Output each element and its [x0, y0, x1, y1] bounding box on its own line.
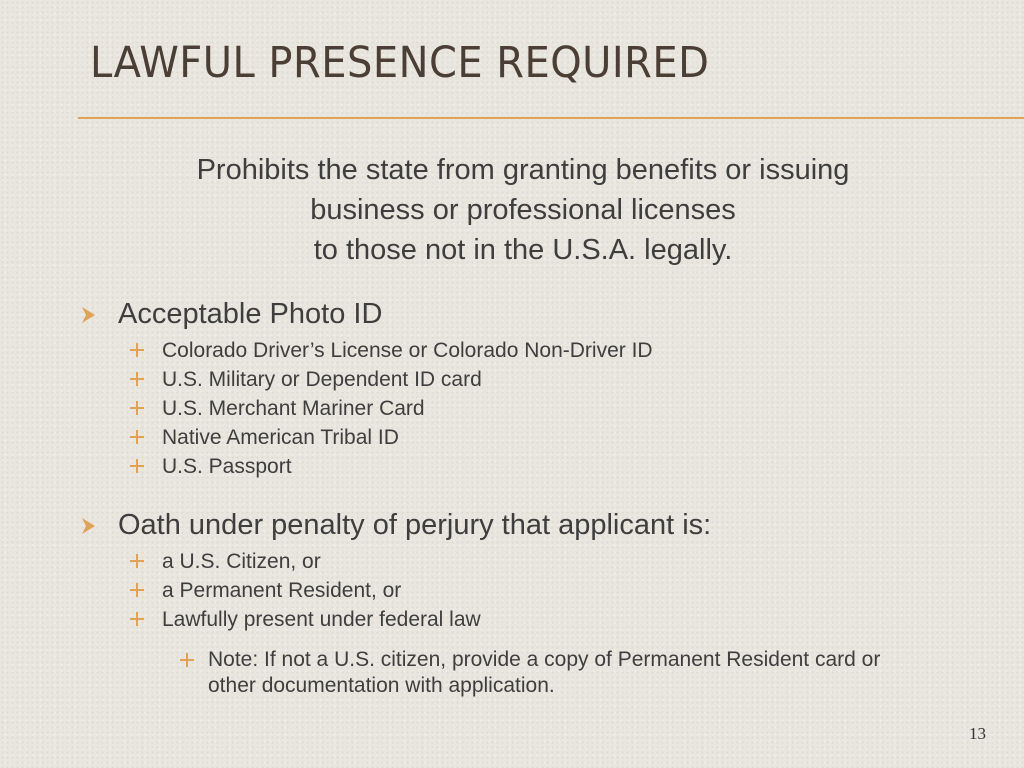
section-heading: [80, 296, 653, 332]
plus-bullet-icon: [128, 610, 146, 628]
list-item-text: U.S. Merchant Mariner Card: [162, 397, 425, 420]
plus-bullet-icon: [128, 341, 146, 359]
list-item: [128, 605, 711, 634]
list-item: [128, 423, 653, 452]
intro-text: [100, 150, 946, 270]
page-number: 13: [969, 724, 986, 743]
list-item: [128, 576, 711, 605]
plus-bullet-icon: [128, 581, 146, 599]
oath-section: [80, 507, 711, 634]
list-item: [128, 547, 711, 576]
list-item: [128, 394, 653, 423]
arrow-bullet-icon: [80, 305, 98, 325]
photo-id-section: [80, 296, 653, 481]
plus-bullet-icon: [128, 457, 146, 475]
intro-line: Prohibits the state from granting benefits or issuing: [196, 154, 850, 186]
note-item: [178, 647, 898, 699]
intro-line: business or professional licenses: [310, 194, 736, 226]
list-item-text: a U.S. Citizen, or: [162, 550, 321, 573]
plus-bullet-icon: [128, 399, 146, 417]
section-heading: [80, 507, 711, 543]
oath-list: [128, 547, 711, 634]
list-item-text: U.S. Military or Dependent ID card: [162, 368, 482, 391]
list-item-text: a Permanent Resident, or: [162, 579, 402, 602]
plus-bullet-icon: [128, 428, 146, 446]
list-item: [128, 452, 653, 481]
list-item-text: U.S. Passport: [162, 455, 292, 478]
list-item-text: Lawfully present under federal law: [162, 608, 481, 631]
list-item: [128, 336, 653, 365]
list-item-text: Native American Tribal ID: [162, 426, 399, 449]
note-text: Note: If not a U.S. citizen, provide a copy of Permanent Resident card or other documentation with application.: [208, 648, 881, 697]
arrow-bullet-icon: [80, 516, 98, 536]
list-item: [128, 365, 653, 394]
photo-id-list: [128, 336, 653, 481]
plus-bullet-icon: [128, 552, 146, 570]
slide-title: LAWFUL PRESENCE REQUIRED: [90, 38, 710, 88]
intro-line: to those not in the U.S.A. legally.: [313, 234, 733, 266]
list-item-text: Colorado Driver’s License or Colorado Non-Driver ID: [162, 339, 653, 362]
title-divider: [78, 117, 1024, 119]
plus-bullet-icon: [128, 370, 146, 388]
section-heading-text: Oath under penalty of perjury that applicant is:: [118, 509, 712, 541]
section-heading-text: Acceptable Photo ID: [118, 298, 383, 330]
plus-bullet-icon: [178, 651, 196, 669]
